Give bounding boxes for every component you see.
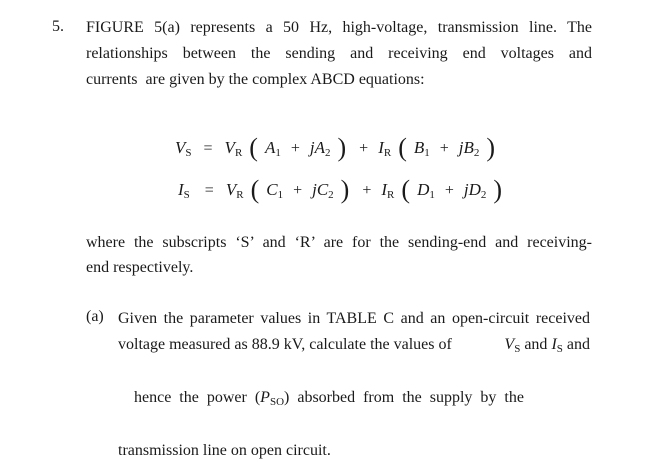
eq1-equals: =	[203, 140, 213, 157]
part-a-label: (a)	[86, 308, 104, 325]
intro-line-1: FIGURE 5(a) represents a 50 Hz, high-voltage, transmission line. The	[86, 19, 592, 36]
eq1-ja2: jA	[309, 138, 325, 157]
eq2-close-1: )	[340, 175, 350, 204]
eq2-plus-1: +	[293, 182, 303, 199]
eq1-ir: I	[378, 138, 384, 157]
eq1-close-2: )	[486, 133, 496, 162]
part-a-line-3-a: hence the power (	[134, 389, 261, 406]
eq2-vr: V	[225, 180, 237, 199]
eq2-plus-3: +	[444, 182, 454, 199]
intro-line-3: currents are given by the complex ABCD equations:	[86, 71, 425, 88]
eq2-vr-sub: R	[236, 189, 244, 201]
eq2-lhs-sub: S	[183, 189, 190, 201]
eq1-a1-sub: 1	[275, 147, 281, 159]
after-line-2: end respectively.	[86, 259, 194, 276]
eq1-jb2-sub: 2	[473, 147, 480, 159]
question-intro	[86, 15, 592, 93]
part-a-line-2-vars	[504, 332, 590, 359]
part-a-text	[118, 306, 590, 464]
eq1-open-1: (	[249, 133, 258, 162]
eq2-close-2: )	[493, 175, 503, 204]
equation-vs	[175, 130, 498, 160]
eq2-equals: =	[204, 182, 214, 199]
subscript-explanation	[86, 230, 592, 280]
eq2-d1-sub: 1	[429, 189, 435, 201]
eq2-c1-sub: 1	[277, 189, 284, 201]
eq2-ir: I	[381, 180, 388, 199]
vs-sub: S	[514, 343, 521, 355]
eq1-plus-2: +	[359, 140, 369, 157]
eq1-open-2: (	[398, 133, 407, 162]
is-symbol: I	[551, 336, 557, 353]
eq2-c1: C	[266, 180, 278, 199]
part-a-line-4: transmission line on open circuit.	[118, 442, 331, 459]
eq1-b1: B	[413, 138, 425, 157]
and-word-2: and	[566, 336, 590, 353]
eq1-vr-sub: R	[234, 147, 243, 159]
question-number: 5.	[52, 18, 64, 35]
part-a-line-3-b: ) absorbed from the supply by the	[284, 389, 524, 406]
part-a-line-2	[118, 332, 590, 359]
is-sub: S	[556, 343, 563, 355]
eq2-lhs: I	[178, 180, 184, 199]
eq2-open-2: (	[401, 175, 411, 204]
after-line-1: where the subscripts ‘S’ and ‘R’ are for the sending-end and receiving-	[86, 234, 592, 251]
eq1-lhs-sub: S	[185, 147, 192, 159]
eq1-a1: A	[264, 138, 276, 157]
eq1-lhs: V	[175, 138, 186, 157]
eq1-b1-sub: 1	[424, 147, 430, 159]
eq1-plus-3: +	[439, 140, 449, 157]
eq2-jc2: jC	[312, 180, 329, 199]
eq1-vr: V	[224, 138, 235, 157]
eq2-jc2-sub: 2	[328, 189, 334, 201]
eq2-open-1: (	[250, 175, 260, 204]
equation-is	[175, 172, 505, 202]
eq2-d1: D	[417, 180, 430, 199]
eq2-plus-2: +	[362, 182, 372, 199]
part-a-line-3	[118, 359, 590, 438]
eq1-ir-sub: R	[383, 147, 392, 159]
pso-symbol: P	[260, 389, 270, 406]
and-word-1: and	[524, 336, 548, 353]
eq1-close-1: )	[337, 133, 347, 162]
eq1-jb2: jB	[458, 138, 474, 157]
part-a-line-2-text: voltage measured as 88.9 kV, calculate the values of	[118, 336, 452, 353]
eq1-plus-1: +	[290, 140, 300, 157]
pso-sub: SO	[269, 396, 285, 408]
intro-line-2: relationships between the sending and receiving end voltages and	[86, 45, 592, 62]
eq1-ja2-sub: 2	[324, 147, 331, 159]
eq2-jd2-sub: 2	[480, 189, 487, 201]
eq2-jd2: jD	[463, 180, 481, 199]
vs-symbol: V	[504, 336, 515, 353]
eq2-ir-sub: R	[387, 189, 395, 201]
part-a-line-1: Given the parameter values in TABLE C and an open-circuit received	[118, 310, 590, 327]
